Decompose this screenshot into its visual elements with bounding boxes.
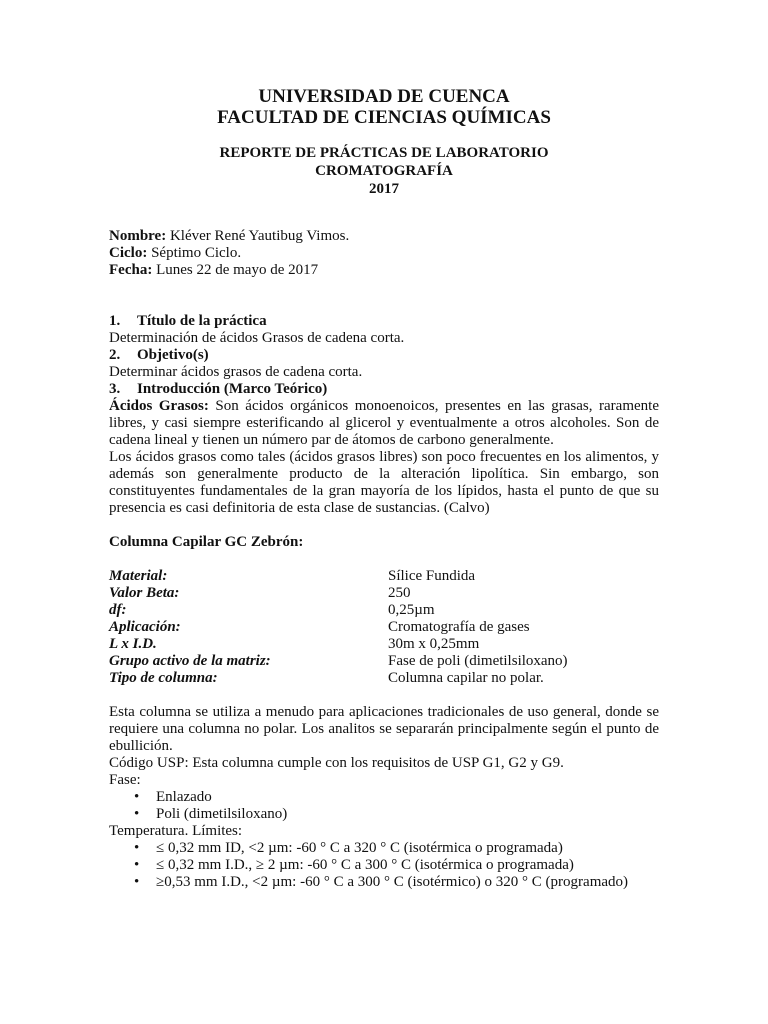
spec-value: 30m x 0,25mm <box>388 636 480 652</box>
table-row <box>109 602 659 619</box>
list-item: • ≤ 0,32 mm ID, <2 µm: -60 ° C a 320 ° C (isotérmica o programada) <box>109 840 659 857</box>
spacer <box>109 517 659 534</box>
spec-value: Columna capilar no polar. <box>388 670 544 686</box>
list-item: • ≤ 0,32 mm I.D., ≥ 2 µm: -60 ° C a 300 ° C (isotérmica o programada) <box>109 857 659 874</box>
student-name-line <box>109 228 659 245</box>
student-cycle-line <box>109 245 659 262</box>
spec-label: Tipo de columna: <box>109 670 218 686</box>
section-2-heading: Objetivo(s) <box>137 347 209 363</box>
usp-text: Código USP: Esta columna cumple con los requisitos de USP G1, G2 y G9. <box>109 755 564 771</box>
faculty-name: FACULTAD DE CIENCIAS QUÍMICAS <box>217 107 551 128</box>
report-date-label: Fecha: <box>109 262 153 278</box>
list-item: • Enlazado <box>109 789 659 806</box>
institution-header <box>0 86 768 128</box>
spec-value: 0,25µm <box>388 602 435 618</box>
report-header <box>0 144 768 198</box>
section-1-title <box>109 313 659 330</box>
list-item: • Poli (dimetilsiloxano) <box>109 806 659 823</box>
student-name-value: Kléver René Yautibug Vimos. <box>166 228 350 244</box>
report-title: REPORTE DE PRÁCTICAS DE LABORATORIO <box>219 145 549 161</box>
intro-paragraph-1 <box>109 398 659 449</box>
fase-list <box>109 789 659 823</box>
table-row <box>109 653 659 670</box>
section-2-number: 2. <box>109 347 121 363</box>
section-1-text: Determinación de ácidos Grasos de cadena corta. <box>109 330 405 346</box>
student-name-label: Nombre: <box>109 228 167 244</box>
section-1-number: 1. <box>109 313 121 329</box>
section-3-title <box>109 381 659 398</box>
spec-label: L x I.D. <box>109 636 157 652</box>
intro-paragraph-2: Los ácidos grasos como tales (ácidos grasos libres) son poco frecuentes en los alimentos, y además son generalmente producto de la alteración lipolítica. Sin embargo, son constituyentes fundamentales de la gran mayoría de los lípidos, hasta el punto de que su presencia es casi definitoria de esta clase de sustancias. (Calvo) <box>109 449 659 516</box>
table-row <box>109 670 659 687</box>
report-year: 2017 <box>369 181 399 197</box>
spacer <box>109 279 659 313</box>
section-2-text: Determinar ácidos grasos de cadena corta. <box>109 364 363 380</box>
university-name: UNIVERSIDAD DE CUENCA <box>258 86 510 107</box>
table-row <box>109 619 659 636</box>
temperature-label: Temperatura. Límites: <box>109 823 243 839</box>
intro-term: Ácidos Grasos: <box>109 398 209 414</box>
student-cycle-label: Ciclo: <box>109 245 148 261</box>
student-cycle-value: Séptimo Ciclo. <box>147 245 242 261</box>
section-1-heading: Título de la práctica <box>137 313 267 329</box>
spec-value: Cromatografía de gases <box>388 619 530 635</box>
section-2-title <box>109 347 659 364</box>
spec-value: Sílice Fundida <box>388 568 476 584</box>
spec-label: Aplicación: <box>109 619 181 635</box>
temperature-list <box>109 840 659 891</box>
spec-label: df: <box>109 602 127 618</box>
column-usage-text: Esta columna se utiliza a menudo para aplicaciones tradicionales de uso general, donde se requiere una columna no polar. Los analitos se separarán principalmente según el punto de ebullición. <box>109 704 659 754</box>
list-item: • ≥0,53 mm I.D., <2 µm: -60 ° C a 300 ° C (isotérmico) o 320 ° C (programado) <box>109 874 659 891</box>
section-3-heading: Introducción (Marco Teórico) <box>137 381 328 397</box>
spec-value: 250 <box>388 585 411 601</box>
table-row <box>109 568 659 585</box>
table-row <box>109 636 659 653</box>
fase-label: Fase: <box>109 772 141 788</box>
report-subject: CROMATOGRAFÍA <box>315 163 453 179</box>
spec-label: Valor Beta: <box>109 585 180 601</box>
table-row <box>109 585 659 602</box>
column-spec-table <box>109 568 659 687</box>
section-3-number: 3. <box>109 381 121 397</box>
spacer <box>109 551 659 568</box>
spec-value: Fase de poli (dimetilsiloxano) <box>388 653 568 669</box>
intro-paragraph-1-text: Son ácidos orgánicos monoenoicos, presentes en las grasas, raramente libres, y casi siempre esterificando al glicerol y eventualmente a otros alcoholes. Son de cadena lineal y tienen un número par de átomos de carbono generalmente. <box>109 398 659 448</box>
document-body <box>109 228 659 891</box>
column-heading: Columna Capilar GC Zebrón: <box>109 534 304 550</box>
report-date-value: Lunes 22 de mayo de 2017 <box>152 262 319 278</box>
spacer <box>109 687 659 704</box>
spec-label: Material: <box>109 568 168 584</box>
report-date-line <box>109 262 659 279</box>
spec-label: Grupo activo de la matriz: <box>109 653 271 669</box>
